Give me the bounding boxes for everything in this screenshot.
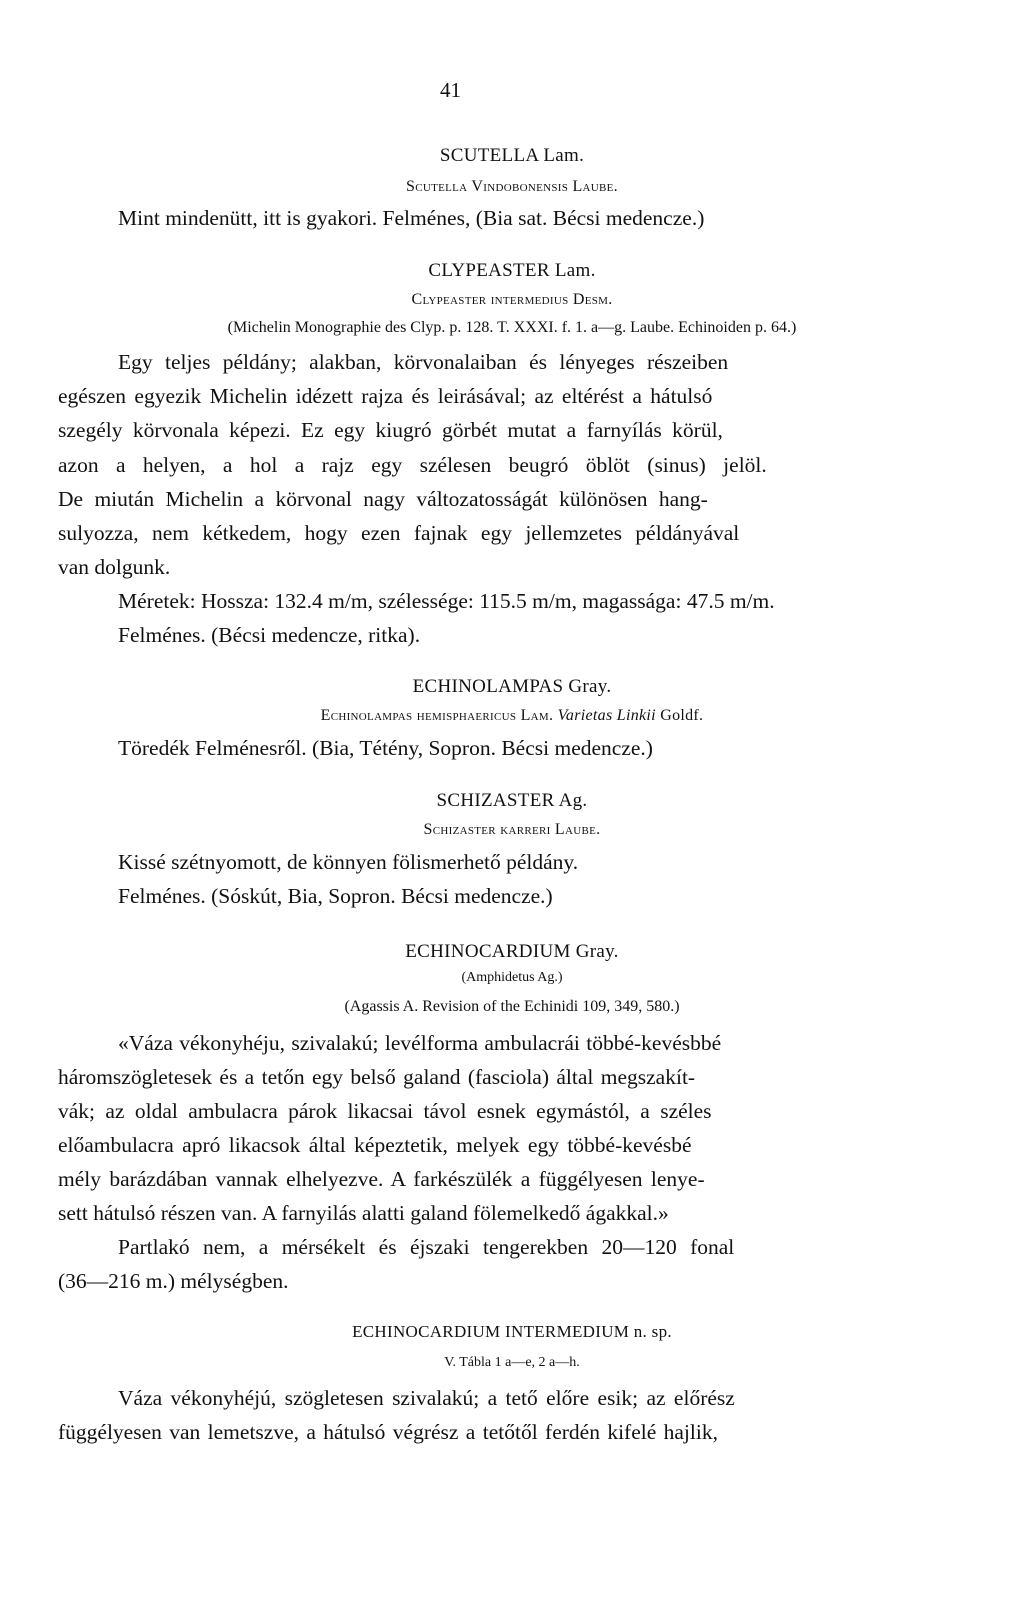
genus-heading-scutella: SCUTELLA Lam. xyxy=(439,145,585,166)
echinolampas-species-name: Echinolampas hemisphaericus Lam. xyxy=(320,707,554,724)
species-heading-scutella: Scutella Vindobonensis Laube. xyxy=(406,178,618,195)
echinocardium-line-6: sett hátulsó részen van. A farnyilás alatti galand fölemelkedő ágakkal.» xyxy=(58,1201,669,1225)
schizaster-line-1: Kissé szétnyomott, de könnyen fölismerhető példány. xyxy=(118,850,579,874)
clypeaster-line-5: De miután Michelin a körvonal nagy változatosságát különösen hang- xyxy=(58,487,708,511)
page-number: 41 xyxy=(440,78,461,102)
clypeaster-reference: (Michelin Monographie des Clyp. p. 128. T. XXXI. f. 1. a—g. Laube. Echinoiden p. 64.) xyxy=(227,319,797,336)
scutella-text: Mint mindenütt, itt is gyakori. Felménes, (Bia sat. Bécsi medencze.) xyxy=(118,206,705,230)
genus-heading-echinolampas: ECHINOLAMPAS Gray. xyxy=(412,676,612,697)
genus-heading-schizaster: SCHIZASTER Ag. xyxy=(436,790,588,811)
echinolampas-variety: Varietas Linkii xyxy=(557,707,656,724)
echinocardium-intermedium-line-1: Váza vékonyhéjú, szögletesen szivalakú; a tető előre esik; az előrész xyxy=(118,1386,735,1410)
echinocardium-intermedium-plate: V. Tábla 1 a—e, 2 a—h. xyxy=(444,1355,580,1370)
echinolampas-text: Töredék Felménesről. (Bia, Tétény, Sopron. Bécsi medencze.) xyxy=(118,736,653,760)
clypeaster-line-4: azon a helyen, a hol a rajz egy szélesen beugró öblöt (sinus) jelöl. xyxy=(58,453,767,477)
clypeaster-measures: Méretek: Hossza: 132.4 m/m, szélessége: 115.5 m/m, magassága: 47.5 m/m. xyxy=(118,589,775,613)
species-heading-echinolampas xyxy=(0,707,1024,725)
clypeaster-line-7: van dolgunk. xyxy=(58,555,171,579)
schizaster-line-2: Felménes. (Sóskút, Bia, Sopron. Bécsi medencze.) xyxy=(118,884,553,908)
echinocardium-line-2: háromszögletesek és a tetőn egy belső galand (fasciola) által megszakít- xyxy=(58,1065,696,1089)
clypeaster-line-2: egészen egyezik Michelin idézett rajza és leirásával; az eltérést a hátulsó xyxy=(58,384,713,408)
echinocardium-reference: (Agassis A. Revision of the Echinidi 109, 349, 580.) xyxy=(344,998,680,1015)
echinocardium-line-5: mély barázdában vannak elhelyezve. A farkészülék a függélyesen lenye- xyxy=(58,1167,705,1191)
echinocardium-line-1: «Váza vékonyhéju, szivalakú; levélforma ambulacrái többé-kevésbbé xyxy=(118,1031,722,1055)
clypeaster-line-6: sulyozza, nem kétkedem, hogy ezen fajnak egy jellemzetes példányával xyxy=(58,521,740,545)
species-heading-clypeaster: Clypeaster intermedius Desm. xyxy=(411,291,613,308)
clypeaster-line-1-text: Egy teljes példány; alakban, körvonalaiban és lényeges részeiben xyxy=(118,350,729,374)
genus-heading-echinocardium: ECHINOCARDIUM Gray. xyxy=(405,941,619,962)
echinocardium-line-4: előambulacra apró likacsok által képeztetik, melyek egy többé-kevésbé xyxy=(58,1133,692,1157)
clypeaster-locality: Felménes. (Bécsi medencze, ritka). xyxy=(118,623,421,647)
echinocardium-line-8: (36—216 m.) mélységben. xyxy=(58,1269,289,1293)
clypeaster-line-1 xyxy=(118,352,836,374)
echinocardium-synonym: (Amphidetus Ag.) xyxy=(461,970,563,985)
echinocardium-line-3: vák; az oldal ambulacra párok likacsai távol esnek egymástól, a széles xyxy=(58,1099,712,1123)
echinolampas-author: Goldf. xyxy=(660,707,704,724)
echinocardium-line-7: Partlakó nem, a mérsékelt és éjszaki tengerekben 20—120 fonal xyxy=(118,1235,735,1259)
echinocardium-intermedium-line-2: függélyesen van lemetszve, a hátulsó végrész a tetőtől ferdén kifelé hajlik, xyxy=(58,1420,718,1444)
genus-heading-clypeaster: CLYPEASTER Lam. xyxy=(428,260,596,281)
species-heading-schizaster: Schizaster karreri Laube. xyxy=(423,821,601,838)
genus-heading-echinocardium-intermedium: ECHINOCARDIUM INTERMEDIUM n. sp. xyxy=(352,1322,672,1341)
clypeaster-line-3: szegély körvonala képezi. Ez egy kiugró görbét mutat a farnyílás körül, xyxy=(58,418,723,442)
